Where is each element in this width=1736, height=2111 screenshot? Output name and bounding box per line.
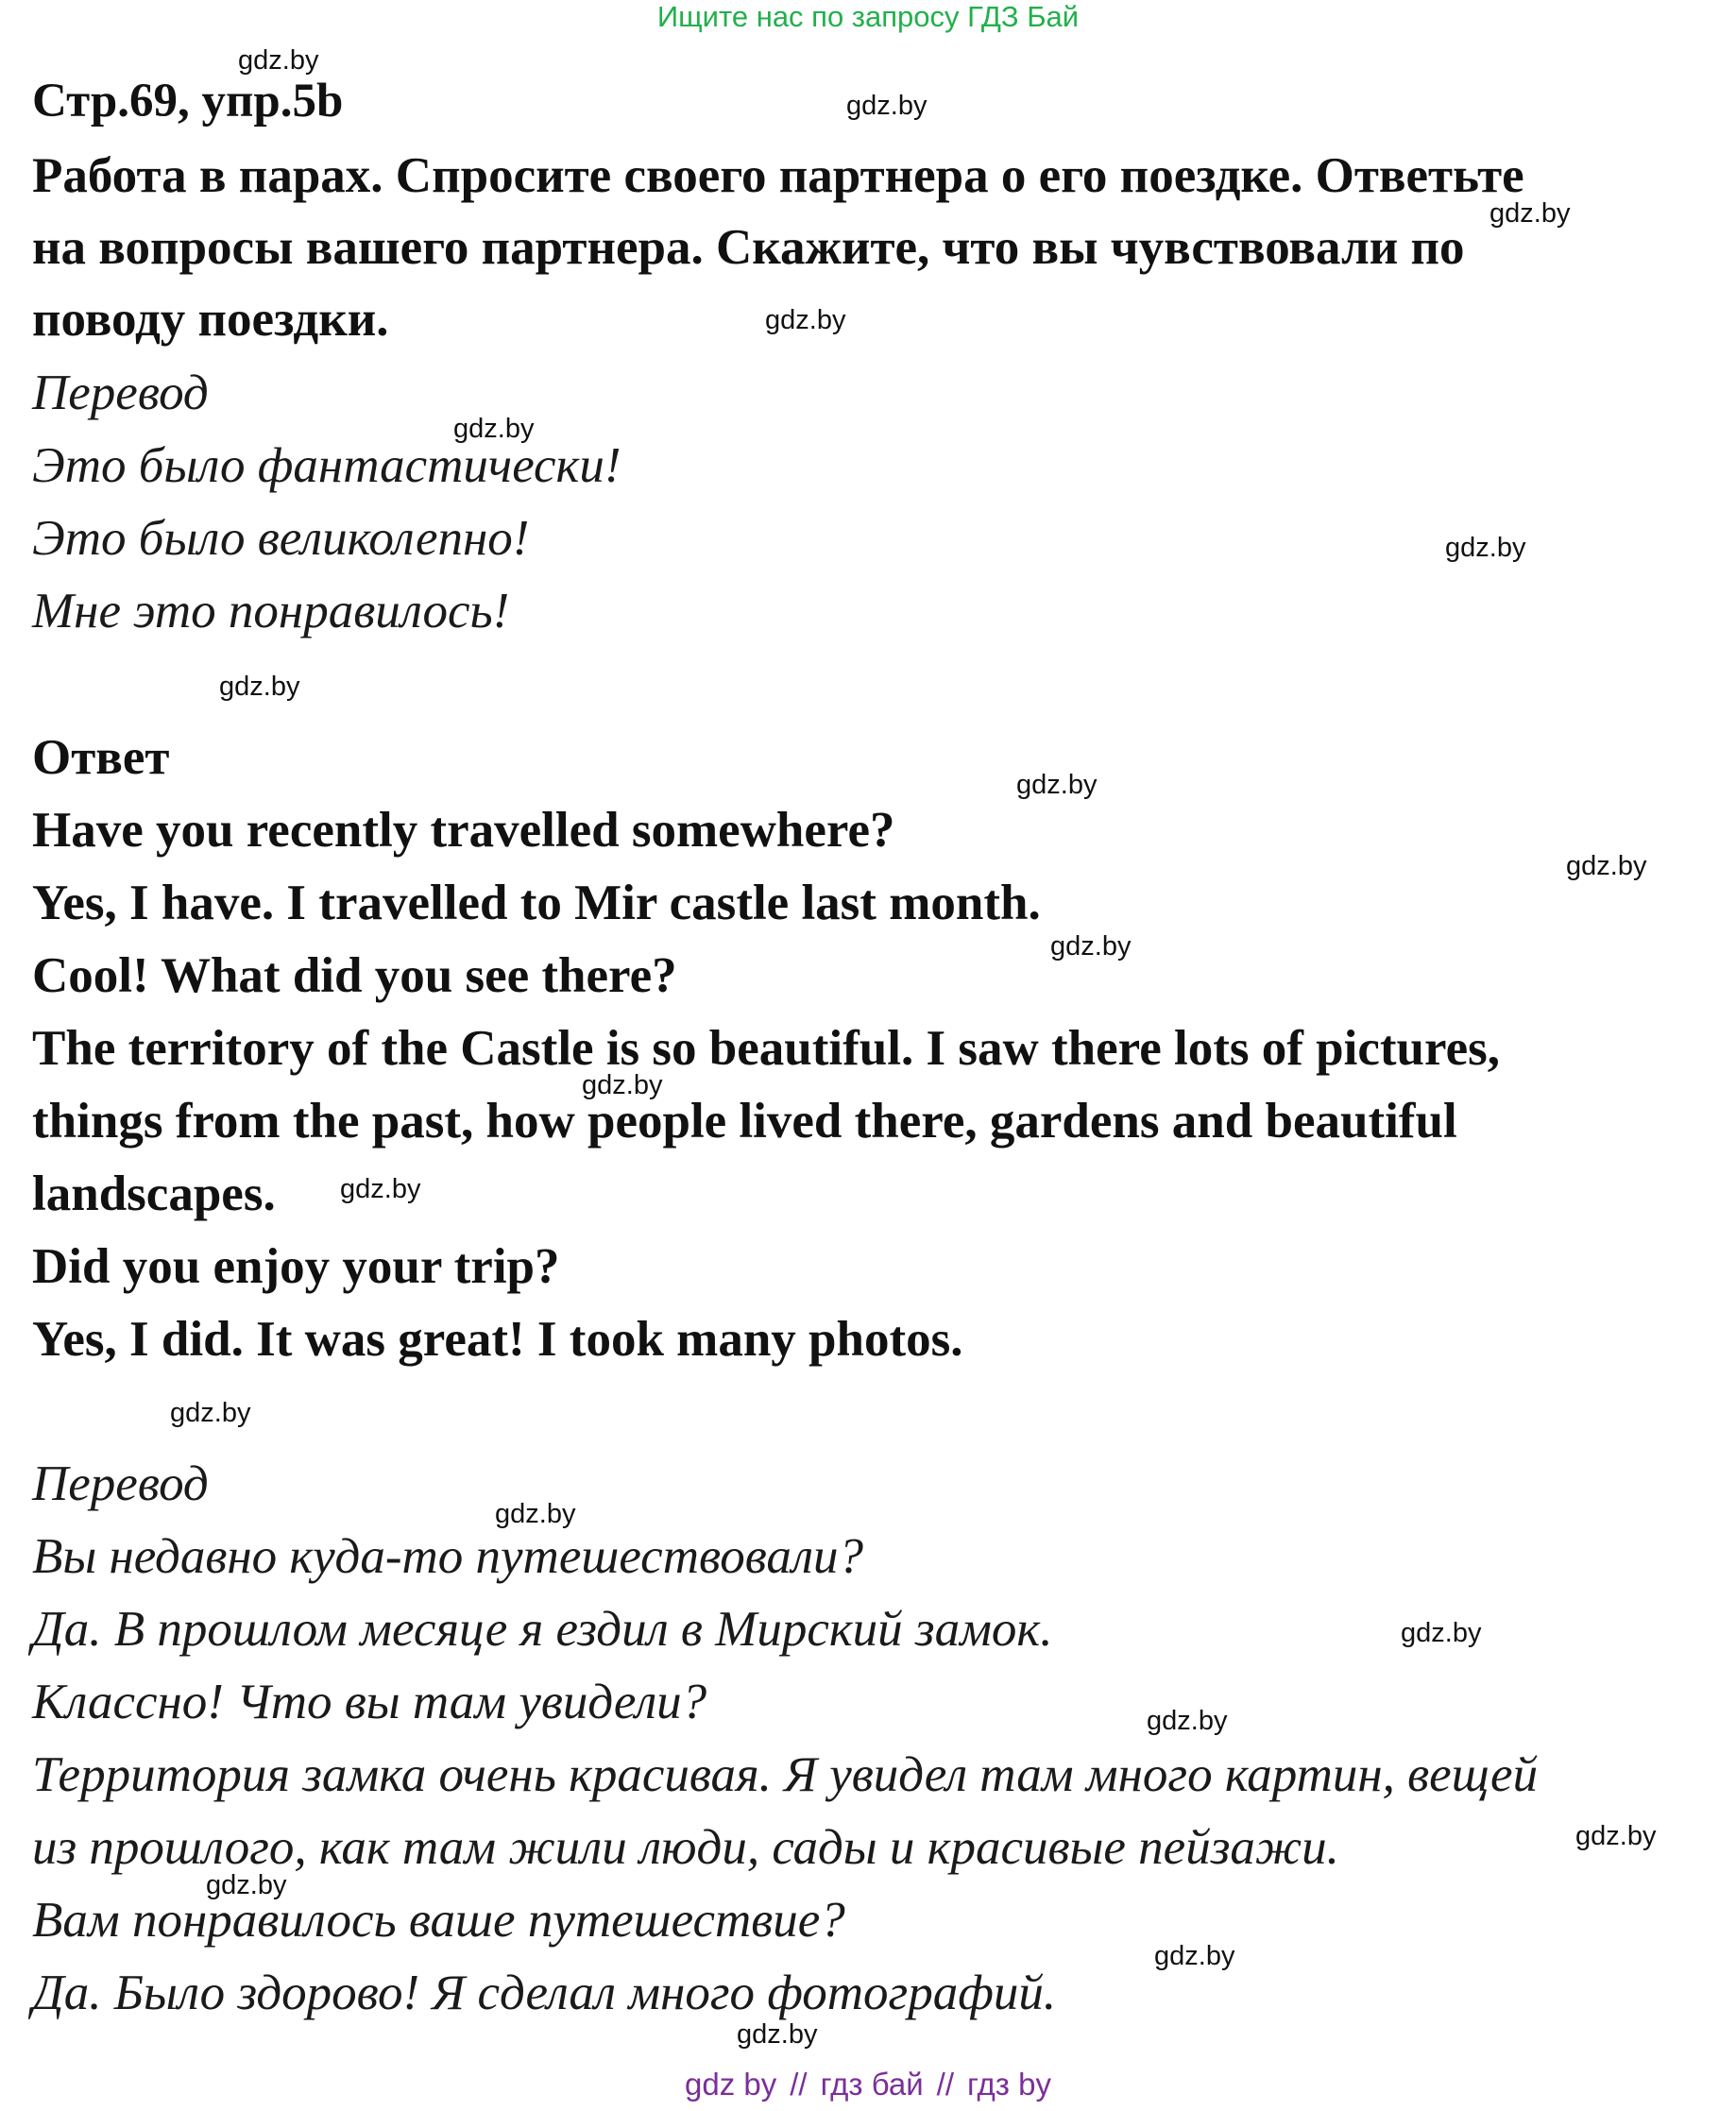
task-line: поводу поездки. <box>32 292 389 347</box>
watermark: gdz.by <box>1489 198 1571 229</box>
answer-line: things from the past, how people lived there, gardens and beautiful <box>32 1094 1457 1149</box>
translation-line: Это было фантастически! <box>32 438 621 493</box>
answer-line: Have you recently travelled somewhere? <box>32 803 895 858</box>
watermark: gdz.by <box>1147 1706 1228 1736</box>
footer-separator: // <box>936 2067 954 2102</box>
translation-label: Перевод <box>32 366 209 420</box>
watermark: gdz.by <box>1445 533 1526 563</box>
translation-line: Вам понравилось ваше путешествие? <box>32 1893 845 1948</box>
task-line: на вопросы вашего партнера. Скажите, что вы чувствовали по <box>32 220 1465 275</box>
watermark: gdz.by <box>765 305 846 335</box>
task-line: Работа в парах. Спросите своего партнера о его поездке. Ответьте <box>32 148 1524 203</box>
watermark: gdz.by <box>1154 1941 1235 1971</box>
watermark: gdz.by <box>1566 851 1647 881</box>
answer-line: Did you enjoy your trip? <box>32 1239 560 1294</box>
watermark: gdz.by <box>170 1398 251 1428</box>
watermark: gdz.by <box>238 45 319 76</box>
answer-label: Ответ <box>32 730 170 785</box>
watermark: gdz.by <box>846 91 928 121</box>
watermark: gdz.by <box>495 1499 576 1529</box>
translation-line: из прошлого, как там жили люди, сады и красивые пейзажи. <box>32 1820 1339 1875</box>
footer-link[interactable]: гдз бай <box>820 2067 924 2102</box>
answer-line: Yes, I did. It was great! I took many photos. <box>32 1312 963 1367</box>
watermark: gdz.by <box>1050 931 1132 962</box>
top-banner: Ищите нас по запросу ГДЗ Бай <box>656 0 1080 33</box>
watermark: gdz.by <box>219 672 300 702</box>
translation-line: Это было великолепно! <box>32 511 530 566</box>
translation-line: Мне это понравилось! <box>32 584 510 638</box>
watermark: gdz.by <box>1016 770 1098 800</box>
watermark: gdz.by <box>453 414 535 444</box>
translation-line: Территория замка очень красивая. Я увидел там много картин, вещей <box>32 1747 1539 1802</box>
answer-line: landscapes. <box>32 1166 276 1221</box>
translation-line: Да. Было здорово! Я сделал много фотографий. <box>32 1966 1057 2020</box>
watermark: gdz.by <box>1575 1821 1657 1851</box>
answer-line: Cool! What did you see there? <box>32 948 677 1003</box>
translation-line: Да. В прошлом месяце я ездил в Мирский замок. <box>32 1602 1053 1657</box>
watermark: gdz.by <box>737 2019 818 2050</box>
watermark: gdz.by <box>582 1070 663 1100</box>
watermark: gdz.by <box>1401 1618 1482 1648</box>
translation-label: Перевод <box>32 1456 209 1511</box>
footer-link[interactable]: gdz by <box>685 2067 777 2102</box>
translation-line: Классно! Что вы там увидели? <box>32 1675 707 1729</box>
watermark: gdz.by <box>206 1870 287 1900</box>
translation-line: Вы недавно куда-то путешествовали? <box>32 1529 864 1584</box>
footer-separator: // <box>790 2067 808 2102</box>
footer-link[interactable]: гдз by <box>967 2067 1051 2102</box>
page-title: Стр.69, упр.5b <box>32 75 344 128</box>
answer-line: Yes, I have. I travelled to Mir castle last month. <box>32 876 1041 930</box>
footer-links <box>0 2067 1736 2102</box>
answer-line: The territory of the Castle is so beautiful. I saw there lots of pictures, <box>32 1021 1500 1076</box>
watermark: gdz.by <box>340 1174 421 1204</box>
